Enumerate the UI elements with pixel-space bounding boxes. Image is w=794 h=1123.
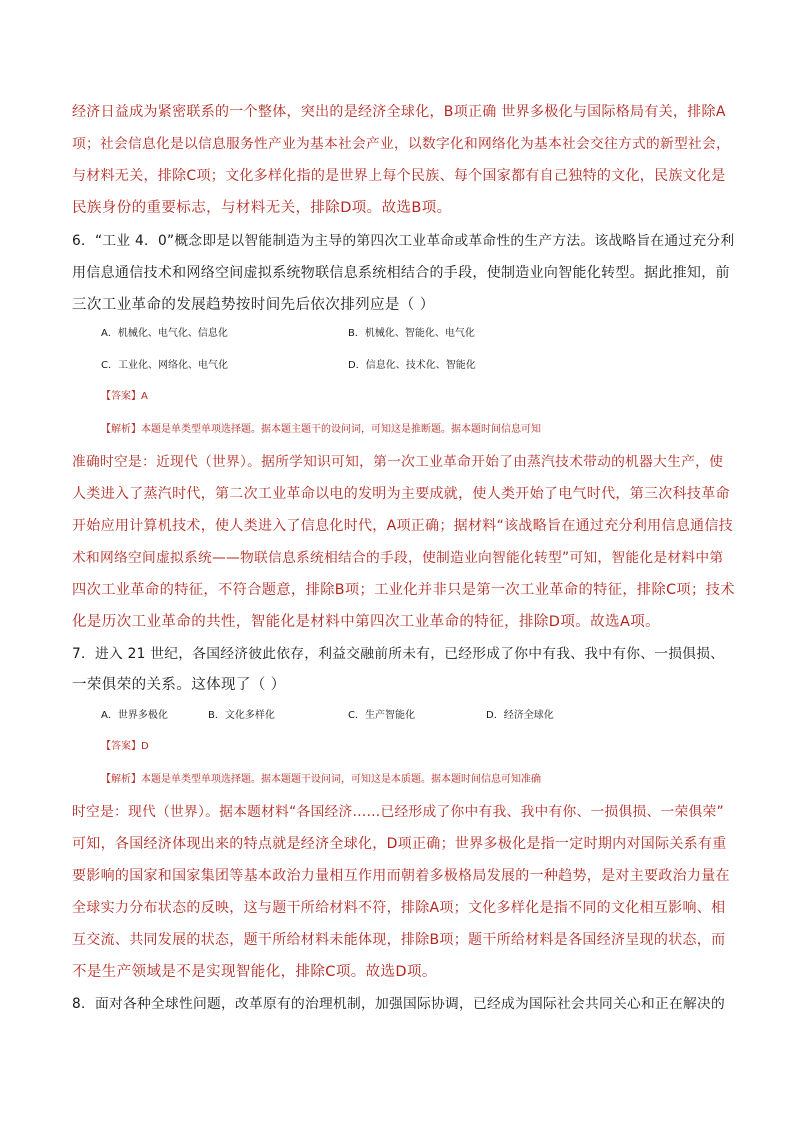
q7-analysis-line: 可知，各国经济体现出来的特点就是经济全球化，D项正确；世界多极化是指一定时期内对国际关系有重 (72, 836, 727, 852)
q7-analysis-line: 全球实力分布状态的反映，这与题干所给材料不符，排除A项；文化多样化是指不同的文化相互影响、相 (72, 900, 726, 916)
analysis-tag: 【解析】 (101, 424, 141, 435)
q7-analysis-line: 时空是：现代（世界）。据本题材料“各国经济……已经形成了你中有我、我中有你、一损俱损、一荣俱荣” (72, 804, 724, 820)
q6-analysis-line: 化是历次工业革命的共性，智能化是材料中第四次工业革命的特征，排除D项。故选A项。 (72, 614, 661, 630)
q7-analysis-first (101, 770, 761, 790)
prev-analysis-line: 民族身份的重要标志，与材料无关，排除D项。故选B项。 (72, 200, 452, 216)
q7-analysis-line: 要影响的国家和国家集团等基本政治力量相互作用而朝着多极格局发展的一种趋势，是对主要政治力量在 (72, 868, 730, 884)
q8-stem-line: 8．面对各种全球性问题，改革原有的治理机制，加强国际协调，已经成为国际社会共同关心和正在解决的 (72, 996, 726, 1012)
q6-option-a: A．机械化、电气化、信息化 (101, 328, 228, 339)
answer-tag: 【答案】 (101, 391, 141, 402)
answer-tag: 【答案】 (101, 741, 141, 752)
prev-analysis-line: 与材料无关，排除C项；文化多样化指的是世界上每个民族、每个国家都有自己独特的文化，民族文化是 (72, 168, 726, 184)
q6-analysis-line: 术和网络空间虚拟系统——物联信息系统相结合的手段，使制造业向智能化转型”可知，智能化是材料中第 (72, 550, 724, 566)
answer-value: D (141, 741, 149, 752)
q6-analysis-line: 人类进入了蒸汽时代，第二次工业革命以电的发明为主要成就，使人类开始了电气时代，第三次科技革命 (72, 486, 730, 502)
q7-option-a: A．世界多极化 (101, 710, 168, 721)
answer-value: A (141, 391, 148, 402)
analysis-text: 本题是单类型单项选择题。据本题题干设问词，可知这是本质题。据本题时间信息可知准确 (141, 774, 541, 785)
q6-option-b: B．机械化、智能化、电气化 (348, 328, 475, 339)
q7-stem-line: 7．进入 21 世纪，各国经济彼此依存，利益交融前所未有，已经形成了你中有我、我中有你、一损俱损、 (72, 646, 725, 662)
q6-analysis-first (101, 420, 761, 440)
q6-analysis-line: 准确时空是：近现代（世界）。据所学知识可知，第一次工业革命开始了由蒸汽技术带动的机器大生产，使 (72, 454, 724, 470)
q6-stem-line: 6．“工业 4．0”概念即是以智能制造为主导的第四次工业革命或革命性的生产方法。该战略旨在通过充分利 (72, 233, 735, 249)
q7-stem-line: 一荣俱荣的关系。这体现了（ ） (72, 677, 286, 693)
analysis-text: 本题是单类型单项选择题。据本题主题干的设问词，可知这是推断题。据本题时间信息可知 (141, 424, 541, 435)
analysis-tag: 【解析】 (101, 774, 141, 785)
q7-analysis-line: 互交流、共同发展的状态，题干所给材料未能体现，排除B项；题干所给材料是各国经济呈现的状态，而 (72, 932, 726, 948)
q6-option-d: D．信息化、技术化、智能化 (348, 360, 476, 371)
prev-analysis-line: 经济日益成为紧密联系的一个整体，突出的是经济全球化，B项正确 世界多极化与国际格局有关，排除A (72, 104, 726, 120)
q7-option-d: D．经济全球化 (486, 710, 554, 721)
q6-analysis-line: 四次工业革命的特征，不符合题意，排除B项；工业化并非只是第一次工业革命的特征，排除C项；技术 (72, 582, 735, 598)
q6-analysis-line: 开始应用计算机技术，使人类进入了信息化时代，A项正确；据材料“该战略旨在通过充分利用信息通信技 (72, 518, 733, 534)
q7-option-b: B．文化多样化 (208, 710, 275, 721)
q6-answer (101, 387, 761, 407)
prev-analysis-line: 项；社会信息化是以信息服务性产业为基本社会产业，以数字化和网络化为基本社会交往方式的新型社会， (72, 136, 731, 152)
q7-answer (101, 737, 761, 757)
q7-analysis-line: 不是生产领域是不是实现智能化，排除C项。故选D项。 (72, 964, 437, 980)
q6-option-c: C．工业化、网络化、电气化 (101, 360, 228, 371)
q7-option-c: C．生产智能化 (348, 710, 415, 721)
q6-stem-line: 用信息通信技术和网络空间虚拟系统物联信息系统相结合的手段，使制造业向智能化转型。据此推知，前 (72, 265, 730, 281)
q6-stem-line: 三次工业革命的发展趋势按时间先后依次排列应是（ ） (72, 297, 435, 313)
